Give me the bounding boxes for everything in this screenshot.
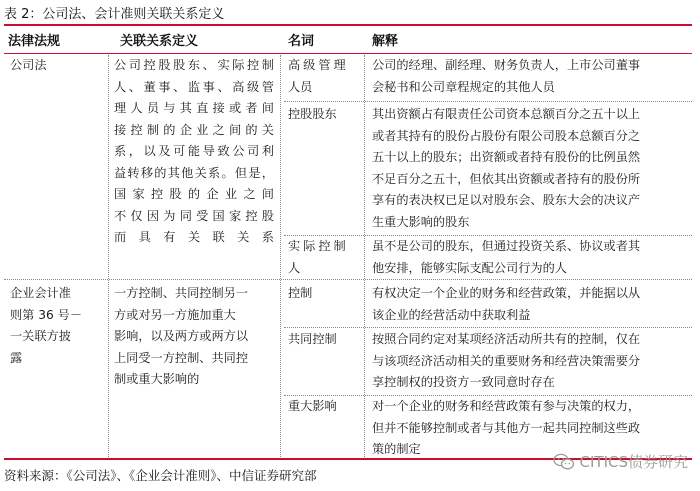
column-divider (280, 55, 281, 457)
definition-line: 影响，以及两方或两方以 (114, 329, 249, 343)
law-line: 一关联方披 (10, 329, 71, 343)
definition-cell (114, 283, 274, 391)
explanation-line: 他安排，能够实际支配公司行为的人 (372, 260, 567, 275)
column-divider (108, 55, 109, 457)
definition-line: 公司控股股东、实际控制 (114, 58, 274, 72)
definition-cell (114, 55, 274, 249)
explanation-line: 有权决定一个企业的财务和经营政策，并能据以从 (372, 286, 641, 300)
explanation-cell (372, 283, 690, 326)
definition-line: 制或重大影响的 (114, 372, 200, 386)
term-cell (288, 283, 358, 305)
watermark (553, 451, 688, 472)
term-line: 人 (288, 260, 301, 275)
term-line: 实际控制 (288, 239, 349, 253)
row-divider (284, 327, 692, 328)
explanation-line: 或者其持有的股份占股份有限公司股本总额百分之 (372, 128, 641, 143)
explanation-line: 享控制权的投资方一致同意时存在 (372, 375, 555, 389)
explanation-line: 按照合同约定对某项经济活动所共有的控制，仅在 (372, 332, 641, 346)
watermark-text: CITICS债券研究 (579, 453, 688, 471)
explanation-line: 其出资额占有限责任公司资本总额百分之五十以上 (372, 107, 641, 121)
law-line: 公司法 (10, 58, 47, 72)
explanation-line: 策的制定 (372, 442, 421, 456)
explanation-line: 享有的表决权已足以对股东会、股东大会的决议产 (372, 193, 641, 207)
explanation-cell (372, 104, 690, 233)
column-divider (364, 55, 365, 457)
header-term: 名词 (288, 34, 315, 49)
explanation-line: 与该项经济活动相关的重要财务和经营决策需要分 (372, 353, 641, 368)
header-law: 法律法规 (8, 34, 61, 49)
explanation-line: 虽不是公司的股东，但通过投资关系、协议或者其 (372, 239, 641, 253)
law-line: 则第 36 号－ (10, 307, 83, 322)
explanation-line: 该企业的经营活动中获取利益 (372, 307, 531, 322)
header-rule (4, 53, 692, 54)
law-line: 企业会计准 (10, 286, 71, 300)
definition-line: 益转移的其他关系。但是， (114, 165, 274, 180)
term-cell (288, 396, 358, 418)
source-note: 资料来源：《公司法》、《企业会计准则》、中信证券研究部 (4, 468, 317, 483)
term-line: 人员 (288, 79, 313, 94)
law-cell (10, 283, 100, 369)
term-line: 重大影响 (288, 399, 337, 413)
definition-line: 上同受一方控制、共同控 (114, 350, 249, 365)
term-line: 高级管理 (288, 58, 349, 72)
term-cell (288, 329, 358, 351)
term-cell (288, 104, 358, 126)
definition-line: 系，以及可能导致公司利 (114, 144, 274, 158)
definition-line: 人、董事、监事、高级管 (114, 79, 274, 94)
table-title: 表 2：公司法、会计准则关联关系定义 (4, 7, 225, 22)
explanation-cell (372, 329, 690, 394)
header-explanation: 解释 (372, 34, 399, 49)
explanation-cell (372, 236, 690, 279)
law-line: 露 (10, 350, 23, 365)
explanation-cell (372, 55, 690, 98)
definition-line: 接控制的企业之间的关 (114, 122, 274, 137)
definition-line: 国家控股的企业之间 (114, 187, 274, 201)
wechat-icon (553, 453, 575, 471)
term-line: 控制 (288, 286, 313, 300)
term-cell (288, 236, 358, 279)
term-cell (288, 55, 358, 98)
explanation-line: 公司的经理、副经理、财务负责人，上市公司董事 (372, 58, 641, 72)
row-divider (284, 101, 692, 102)
law-cell (10, 55, 47, 77)
explanation-line: 会秘书和公司章程规定的其他人员 (372, 79, 555, 94)
term-line: 共同控制 (288, 332, 337, 346)
definition-line: 理人员与其直接或者间 (114, 101, 274, 115)
explanation-line: 五十以上的股东；出资额或者持有股份的比例虽然 (372, 150, 641, 164)
definition-line: 方或对另一方施加重大 (114, 307, 236, 322)
explanation-line: 对一个企业的财务和经营政策有参与决策的权力， (372, 399, 641, 413)
explanation-line: 但并不能够控制或者与其他方一起共同控制这些政 (372, 420, 641, 435)
term-line: 控股股东 (288, 107, 337, 121)
explanation-line: 不足百分之五十，但依其出资额或者持有的股份所 (372, 171, 641, 186)
top-rule (4, 24, 692, 26)
definition-line: 而具有关联关系 (114, 230, 274, 244)
explanation-line: 生重大影响的股东 (372, 214, 470, 229)
header-definition: 关联关系定义 (120, 34, 199, 49)
definition-line: 一方控制、共同控制另一 (114, 286, 249, 300)
definition-line: 不仅因为同受国家控股 (114, 208, 274, 223)
